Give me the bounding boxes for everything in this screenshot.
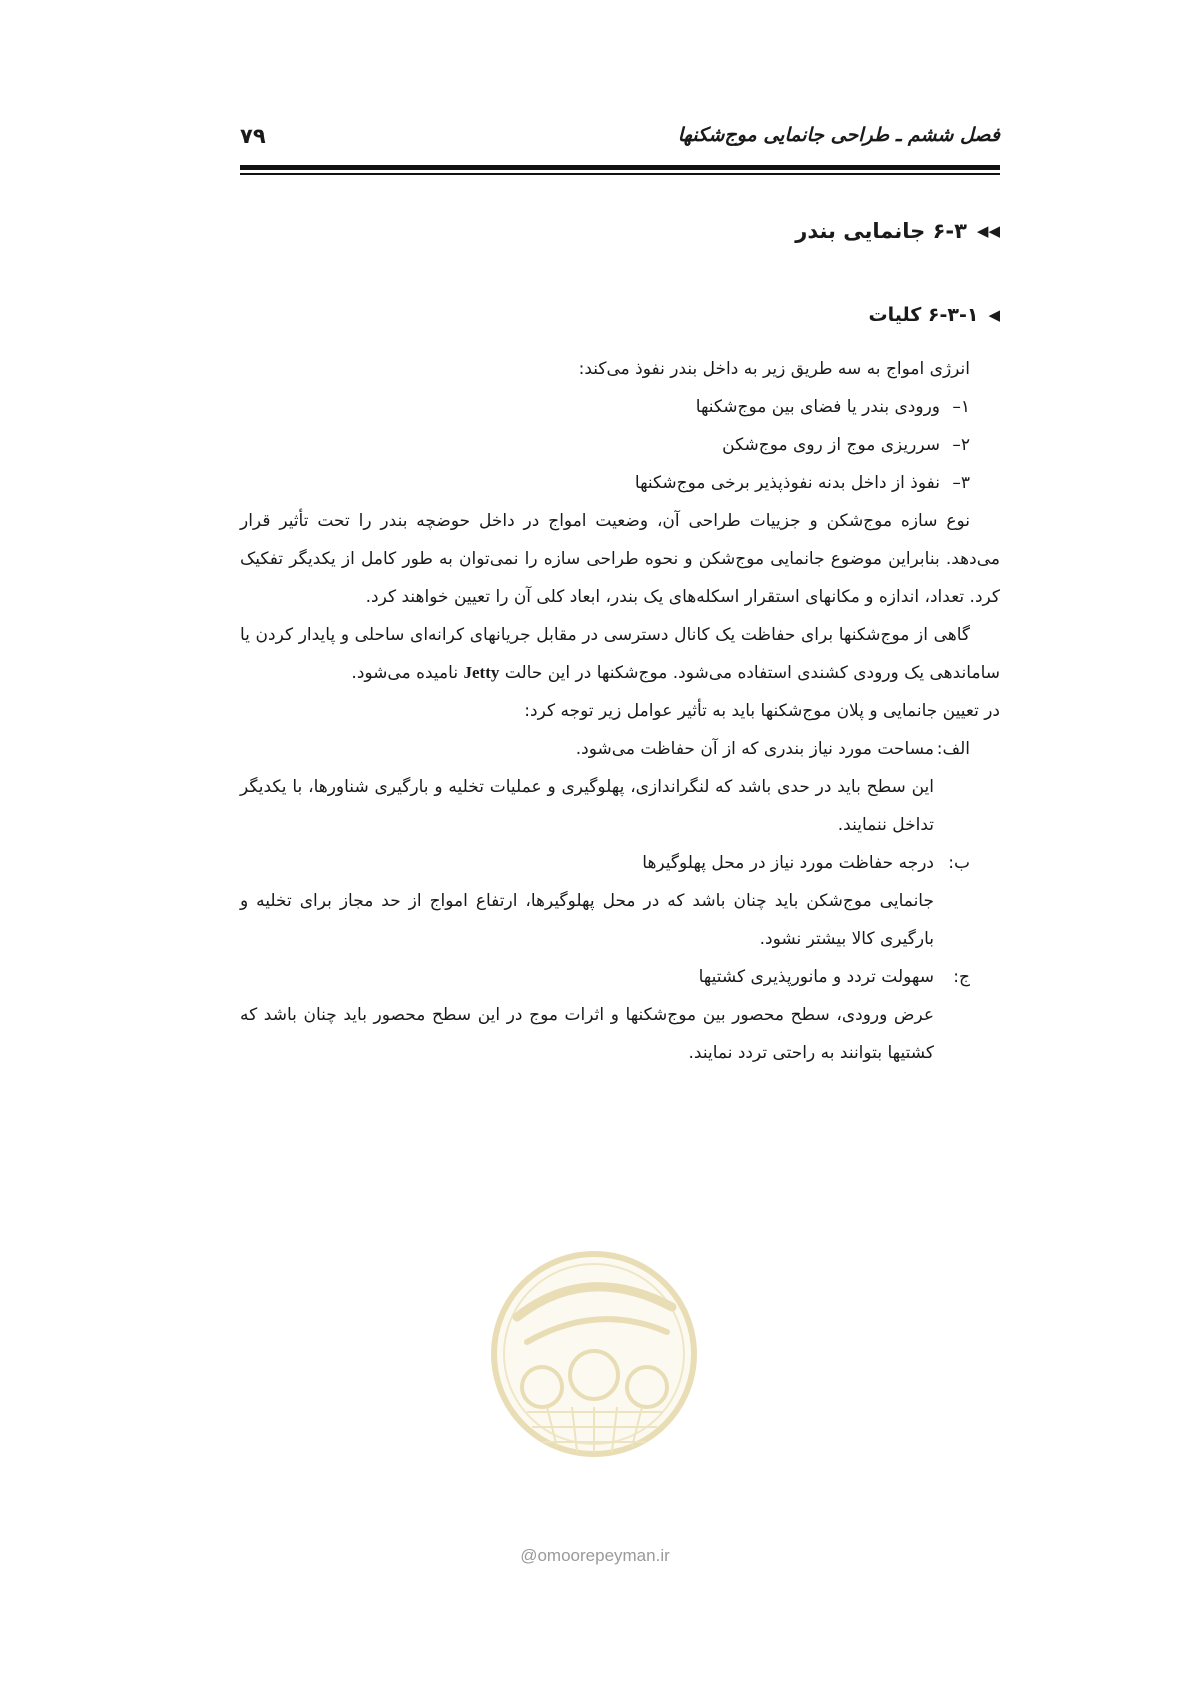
factor-title: سهولت تردد و مانورپذیری کشتیها — [698, 967, 934, 987]
chapter-title: فصل ششم ـ طراحی جانمایی موج‌شکنها — [677, 124, 1000, 146]
factor-heading — [240, 844, 1000, 882]
factor-label: ب: — [948, 853, 970, 873]
double-arrow-icon: ◀◀ — [976, 222, 1000, 240]
paragraph-structure-design: نوع سازه موج‌شکن و جزییات طراحی آن، وضعیت امواج در داخل حوضچه بندر را تحت تأثیر قرار می‌دهد. بنابراین موضوع جانمایی موج‌شکن و نحوه طراحی سازه را نمی‌توان به طور کامل از یکدیگر تفکیک کرد. تعداد، اندازه و مکانهای استقرار اسکله‌های یک بندر، ابعاد کلی آن را تعیین خواهند کرد. — [240, 511, 1000, 607]
paragraph-jetty-before: گاهی از موج‌شکنها برای حفاظت یک کانال دسترسی در مقابل جریانهای کرانه‌ای ساحلی و پایدار کردن یا ساماندهی یک ورودی کشندی استفاده می‌شود. موج‌شکنها در این حالت — [240, 625, 1000, 683]
subsection-heading — [868, 304, 1000, 326]
list-text: ورودی بندر یا فضای بین موج‌شکنها — [695, 397, 940, 417]
page-number: ۷۹ — [240, 124, 266, 148]
header-rule-thin — [240, 173, 1000, 175]
list-number: ۲– — [952, 435, 970, 455]
factor-description: عرض ورودی، سطح محصور بین موج‌شکنها و اثرات موج در این سطح محصور باید چنان باشد که کشتیها بتوانند به راحتی تردد نمایند. — [240, 1005, 934, 1063]
list-item — [240, 464, 1000, 502]
arrow-icon: ◀ — [988, 306, 1000, 324]
paragraph-factors-intro: در تعیین جانمایی و پلان موج‌شکنها باید به تأثیر عوامل زیر توجه کرد: — [524, 701, 1000, 721]
list-item — [240, 388, 1000, 426]
header-rule-thick — [240, 165, 1000, 170]
factor-heading — [240, 730, 1000, 768]
list-item — [240, 426, 1000, 464]
factor-label: ج: — [953, 967, 970, 987]
body-content — [240, 350, 1000, 1072]
section-title: ۶-۳ جانمایی بندر — [795, 219, 967, 243]
watermark-url: @omoorepeyman.ir — [520, 1546, 670, 1565]
jetty-term: Jetty — [463, 663, 500, 682]
watermark-logo-icon — [487, 1247, 701, 1461]
subsection-title: ۶-۳-۱ کلیات — [868, 304, 979, 326]
list-text: سرریزی موج از روی موج‌شکن — [722, 435, 940, 455]
paragraph-jetty-after: نامیده می‌شود. — [351, 663, 459, 683]
list-number: ۱– — [952, 397, 970, 417]
list-text: نفوذ از داخل بدنه نفوذپذیر برخی موج‌شکنها — [634, 473, 940, 493]
factor-title: مساحت مورد نیاز بندری که از آن حفاظت می‌شود. — [575, 739, 934, 759]
factor-label: الف: — [936, 739, 970, 759]
factor-heading — [240, 958, 1000, 996]
factor-description: جانمایی موج‌شکن باید چنان باشد که در محل پهلوگیرها، ارتفاع امواج از حد مجاز برای تخلیه و بارگیری کالا بیشتر نشود. — [240, 891, 934, 949]
list-number: ۳– — [952, 473, 970, 493]
paragraph-jetty — [240, 616, 1000, 692]
section-heading — [795, 219, 1000, 243]
factor-title: درجه حفاظت مورد نیاز در محل پهلوگیرها — [642, 853, 934, 873]
factor-description: این سطح باید در حدی باشد که لنگراندازی، پهلوگیری و عملیات تخلیه و بارگیری شناورها، با یکدیگر تداخل ننمایند. — [240, 777, 934, 835]
intro-paragraph: انرژی امواج به سه طریق زیر به داخل بندر نفوذ می‌کند: — [578, 359, 970, 379]
